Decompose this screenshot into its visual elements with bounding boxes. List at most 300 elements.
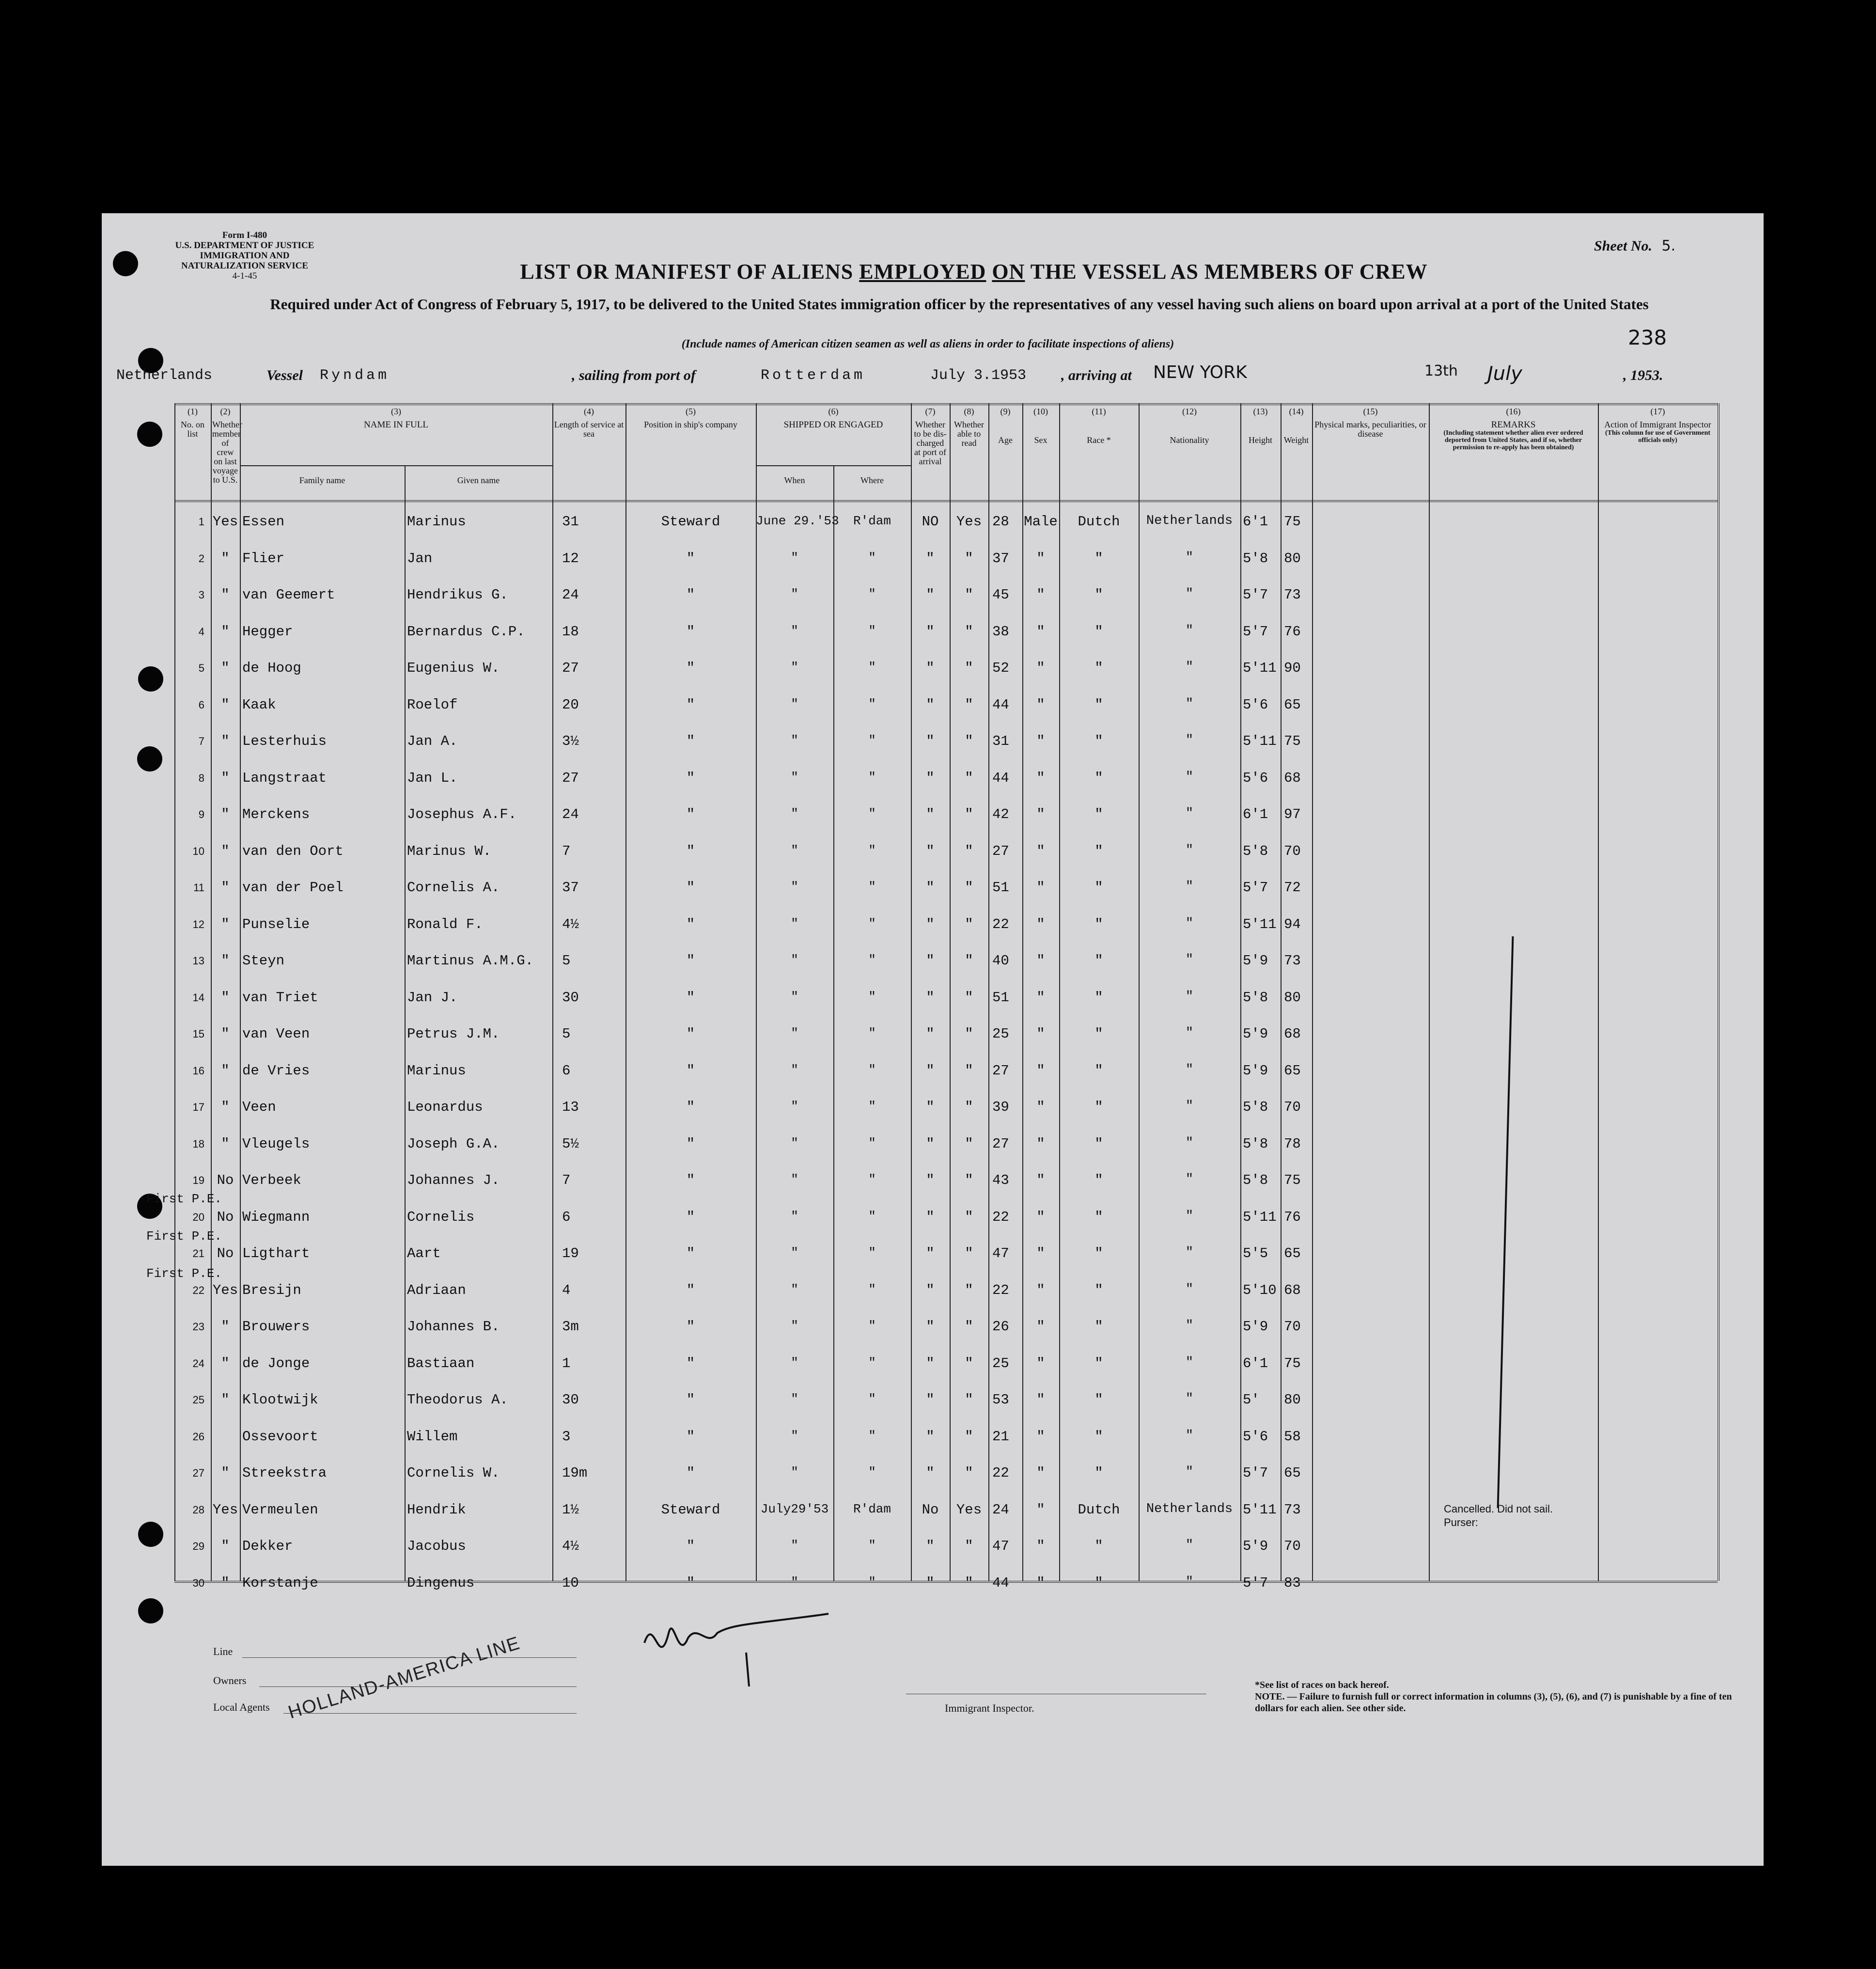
cell-nat: " <box>1185 550 1194 565</box>
cell-sex: " <box>1036 953 1045 969</box>
cell-when: " <box>791 696 798 711</box>
cell-family: de Hoog <box>242 660 301 676</box>
arrival-day: 13th <box>1424 362 1458 379</box>
cell-where: " <box>868 1135 876 1150</box>
cell-weight: 76 <box>1284 1209 1301 1225</box>
cell-where: " <box>868 623 876 638</box>
cell-nat: " <box>1185 623 1194 638</box>
cell-where: " <box>868 1392 876 1406</box>
cell-age: 44 <box>992 696 1009 713</box>
cell-given: Bastiaan <box>407 1355 475 1371</box>
cell-given: Johannes J. <box>407 1172 500 1188</box>
cell-service: 27 <box>562 770 579 786</box>
cell-where: " <box>868 1282 876 1297</box>
cell-read: " <box>965 1355 973 1371</box>
cell-height: 5'7 <box>1243 1465 1268 1481</box>
cell-where: " <box>868 1062 876 1077</box>
cell-weight: 73 <box>1284 953 1301 969</box>
cell-when: " <box>791 1172 798 1187</box>
cell-no: 11 <box>193 882 204 894</box>
manifest-sheet <box>102 213 1764 1866</box>
column-number: (1) <box>188 407 198 416</box>
cell-read: " <box>965 1282 973 1298</box>
cell-last: No <box>217 1172 234 1188</box>
cell-race: " <box>1094 1172 1103 1188</box>
cell-given: Aart <box>407 1245 441 1261</box>
column-header-c8 <box>951 407 987 448</box>
cell-given: Ronald F. <box>407 916 483 932</box>
cell-where: " <box>868 1245 876 1260</box>
cell-no: 7 <box>198 735 204 747</box>
cell-service: 6 <box>562 1062 571 1079</box>
cell-read: " <box>965 1135 973 1152</box>
cell-position: " <box>686 1392 695 1408</box>
cell-sex: " <box>1036 660 1045 676</box>
cell-service: 18 <box>562 623 579 640</box>
cell-disch: " <box>926 550 935 567</box>
inspector-signature <box>635 1604 838 1691</box>
table-row <box>174 1465 1718 1494</box>
punch-hole <box>138 666 163 692</box>
cell-where: " <box>868 1026 876 1040</box>
cell-height: 5'8 <box>1243 550 1268 567</box>
cell-where: " <box>868 770 876 785</box>
cell-position: " <box>686 550 695 567</box>
cell-race: " <box>1094 806 1103 822</box>
cell-when: " <box>791 1135 798 1150</box>
cell-weight: 90 <box>1284 660 1301 676</box>
arrival-port: NEW YORK <box>1153 362 1247 382</box>
cell-disch: " <box>926 770 935 786</box>
cell-position: " <box>686 916 695 932</box>
cell-when: " <box>791 989 798 1004</box>
cell-age: 47 <box>992 1538 1009 1554</box>
cell-no: 27 <box>192 1467 204 1479</box>
cell-sex: " <box>1036 1209 1045 1225</box>
table-row <box>174 880 1718 909</box>
cell-family: Kaak <box>242 696 276 713</box>
cell-service: 1 <box>562 1355 571 1371</box>
cell-given: Jacobus <box>407 1538 466 1554</box>
cell-when: " <box>791 1026 798 1040</box>
cell-nat: " <box>1185 989 1194 1004</box>
footer-block <box>102 1599 1764 1861</box>
column-subheader-c3a: Family name <box>299 475 345 485</box>
cell-service: 10 <box>562 1575 579 1591</box>
cell-height: 5'8 <box>1243 1099 1268 1115</box>
cell-family: Verbeek <box>242 1172 301 1188</box>
table-row <box>174 1282 1718 1311</box>
cell-disch: " <box>926 989 935 1006</box>
page-title: LIST OR MANIFEST OF ALIENS EMPLOYED ON THE VESSEL AS MEMBERS OF CREW <box>520 260 1428 284</box>
cell-race: " <box>1094 623 1103 640</box>
cell-when: " <box>791 843 798 858</box>
cell-last: " <box>221 550 230 567</box>
cell-nat: " <box>1185 1319 1194 1333</box>
cell-age: 22 <box>992 1209 1009 1225</box>
sailing-label: , sailing from port of <box>572 367 696 383</box>
footnote-races: *See list of races on back hereof. <box>1255 1680 1389 1690</box>
cell-given: Jan A. <box>407 733 458 749</box>
cell-sex: " <box>1036 1428 1045 1445</box>
cell-age: 51 <box>992 989 1009 1006</box>
cell-age: 39 <box>992 1099 1009 1115</box>
cell-where: " <box>868 1538 876 1553</box>
cell-nat: " <box>1185 1172 1194 1187</box>
cell-last: " <box>221 1135 230 1152</box>
cell-when: " <box>791 1062 798 1077</box>
cell-nat: Netherlands <box>1146 1501 1233 1516</box>
cell-height: 6'1 <box>1243 514 1268 530</box>
cell-when: " <box>791 880 798 894</box>
cell-nat: " <box>1185 1062 1194 1077</box>
cell-service: 30 <box>562 1392 579 1408</box>
cell-last: " <box>221 1392 230 1408</box>
cell-service: 3 <box>562 1428 571 1445</box>
table-row <box>174 1063 1718 1092</box>
cell-family: Steyn <box>242 953 285 969</box>
cell-race: Dutch <box>1078 514 1120 530</box>
cell-service: 27 <box>562 660 579 676</box>
cell-height: 5'7 <box>1243 880 1268 896</box>
cell-position: " <box>686 623 695 640</box>
cell-height: 5'8 <box>1243 989 1268 1006</box>
cell-no: 29 <box>192 1540 204 1552</box>
cell-where: " <box>868 989 876 1004</box>
cell-family: Wiegmann <box>242 1209 310 1225</box>
cell-nat: " <box>1185 1282 1194 1297</box>
cell-nat: " <box>1185 843 1194 858</box>
cell-where: " <box>868 1465 876 1480</box>
cell-position: " <box>686 587 695 603</box>
punch-hole <box>137 422 162 447</box>
cell-age: 22 <box>992 1465 1009 1481</box>
cell-race: " <box>1094 696 1103 713</box>
cell-given: Theodorus A. <box>407 1392 508 1408</box>
cell-sex: " <box>1036 1392 1045 1408</box>
cell-last: " <box>221 1355 230 1371</box>
cell-family: Streekstra <box>242 1465 327 1481</box>
cell-no: 20 <box>192 1211 204 1223</box>
cell-height: 5'6 <box>1243 1428 1268 1445</box>
cell-where: " <box>868 1172 876 1187</box>
first-trip-note: First P.E. <box>146 1192 222 1206</box>
column-header-c16 <box>1430 407 1596 451</box>
column-number: (4) <box>584 407 594 416</box>
cell-where: " <box>868 1099 876 1114</box>
cell-given: Josephus A.F. <box>407 806 517 822</box>
cell-sex: " <box>1036 1026 1045 1042</box>
cell-family: de Vries <box>242 1062 310 1079</box>
cell-position: " <box>686 1465 695 1481</box>
column-title: Height <box>1249 435 1272 445</box>
cell-where: " <box>868 1575 876 1590</box>
cell-read: " <box>965 733 973 749</box>
column-title: NAME IN FULL <box>364 420 428 430</box>
column-number: (16) <box>1506 407 1521 416</box>
cell-family: Ligthart <box>242 1245 310 1261</box>
cell-where: R'dam <box>853 514 891 528</box>
cell-read: " <box>965 660 973 676</box>
cell-no: 15 <box>192 1028 204 1040</box>
cell-height: 5'11 <box>1243 660 1277 676</box>
cell-nat: " <box>1185 1099 1194 1114</box>
vessel-line <box>116 362 1754 387</box>
column-title: REMARKS <box>1491 420 1536 430</box>
column-header-c11 <box>1061 407 1137 445</box>
cell-last: " <box>221 843 230 859</box>
cell-age: 22 <box>992 1282 1009 1298</box>
cell-service: 5 <box>562 953 571 969</box>
column-number: (15) <box>1363 407 1378 416</box>
cell-nat: " <box>1185 1245 1194 1260</box>
cell-race: " <box>1094 1209 1103 1225</box>
cell-family: van Geemert <box>242 587 335 603</box>
cell-weight: 65 <box>1284 696 1301 713</box>
cell-no: 6 <box>198 698 204 711</box>
cell-sex: " <box>1036 696 1045 713</box>
column-number: (12) <box>1182 407 1197 416</box>
table-row <box>174 770 1718 799</box>
cell-last: Yes <box>212 1501 238 1518</box>
cell-weight: 75 <box>1284 1172 1301 1188</box>
cell-height: 5'9 <box>1243 1062 1268 1079</box>
cell-race: " <box>1094 1575 1103 1591</box>
cell-weight: 73 <box>1284 587 1301 603</box>
cell-weight: 65 <box>1284 1245 1301 1261</box>
cell-when: " <box>791 550 798 565</box>
cell-age: 27 <box>992 843 1009 859</box>
cell-race: " <box>1094 953 1103 969</box>
form-service: IMMIGRATION AND NATURALIZATION SERVICE <box>181 251 309 271</box>
cell-nat: " <box>1185 1538 1194 1553</box>
cell-age: 53 <box>992 1392 1009 1408</box>
cell-sex: " <box>1036 1282 1045 1298</box>
column-title: Position in ship's company <box>644 420 737 429</box>
cell-when: " <box>791 733 798 748</box>
crew-table <box>146 403 1718 1591</box>
cell-position: " <box>686 1099 695 1115</box>
cell-height: 5'7 <box>1243 623 1268 640</box>
cell-read: " <box>965 843 973 859</box>
cell-age: 52 <box>992 660 1009 676</box>
footnote <box>1255 1679 1739 1714</box>
cancelled-text: Cancelled. Did not sail. <box>1444 1503 1553 1515</box>
cell-when: " <box>791 1282 798 1297</box>
cell-service: 24 <box>562 587 579 603</box>
vessel-name: Ryndam <box>320 367 390 384</box>
punch-hole <box>137 746 162 772</box>
column-number: (9) <box>1000 407 1011 416</box>
cell-when: " <box>791 1392 798 1406</box>
cell-weight: 83 <box>1284 1575 1301 1591</box>
cell-disch: " <box>926 1428 935 1445</box>
table-row <box>174 697 1718 726</box>
cell-position: " <box>686 1575 695 1591</box>
cell-where: " <box>868 1355 876 1370</box>
cell-position: " <box>686 1209 695 1225</box>
cell-given: Bernardus C.P. <box>407 623 525 640</box>
column-number: (3) <box>391 407 401 416</box>
cell-weight: 68 <box>1284 770 1301 786</box>
cell-disch: " <box>926 733 935 749</box>
cell-height: 5'11 <box>1243 916 1277 932</box>
column-header-c2 <box>212 407 242 485</box>
cell-last: " <box>221 770 230 786</box>
column-subheader-c6b: Where <box>860 475 884 485</box>
column-subheader-c3b: Given name <box>457 475 500 485</box>
cell-given: Hendrikus G. <box>407 587 508 603</box>
cell-when: " <box>791 1428 798 1443</box>
cell-weight: 75 <box>1284 733 1301 749</box>
column-title: Nationality <box>1170 435 1209 445</box>
cell-nat: " <box>1185 916 1194 931</box>
cell-when: " <box>791 587 798 601</box>
cell-service: 1½ <box>562 1501 579 1518</box>
holland-america-stamp: HOLLAND-AMERICA LINE <box>286 1633 523 1723</box>
punch-hole <box>138 1522 163 1547</box>
cell-family: Merckens <box>242 806 310 822</box>
cell-family: Punselie <box>242 916 310 932</box>
cell-where: R'dam <box>853 1501 891 1516</box>
cell-age: 21 <box>992 1428 1009 1445</box>
cell-sex: " <box>1036 733 1045 749</box>
cell-race: " <box>1094 660 1103 676</box>
cell-nat: " <box>1185 1209 1194 1224</box>
cell-family: Ossevoort <box>242 1428 318 1445</box>
cell-last: Yes <box>212 1282 238 1298</box>
cell-age: 31 <box>992 733 1009 749</box>
cell-given: Cornelis <box>407 1209 475 1225</box>
table-row <box>174 916 1718 945</box>
cell-family: Vermeulen <box>242 1501 318 1518</box>
cell-sex: " <box>1036 1135 1045 1152</box>
cell-sex: " <box>1036 1538 1045 1554</box>
arrival-year: , 1953. <box>1623 367 1663 383</box>
cell-sex: Male <box>1024 514 1058 530</box>
cell-weight: 68 <box>1284 1282 1301 1298</box>
cell-service: 4½ <box>562 1538 579 1554</box>
cell-no: 4 <box>198 625 204 638</box>
cell-nat: " <box>1185 696 1194 711</box>
cell-height: 5'9 <box>1243 1026 1268 1042</box>
cell-height: 6'1 <box>1243 806 1268 822</box>
sailing-date: July 3.1953 <box>930 367 1027 384</box>
cell-family: van den Oort <box>242 843 344 859</box>
cell-no: 16 <box>192 1064 204 1077</box>
cell-when: " <box>791 770 798 785</box>
cell-age: 28 <box>992 514 1009 530</box>
cell-sex: " <box>1036 1575 1045 1591</box>
cell-race: " <box>1094 1319 1103 1335</box>
cell-position: " <box>686 880 695 896</box>
form-agency: U.S. DEPARTMENT OF JUSTICE <box>175 240 314 251</box>
cell-family: Flier <box>242 550 285 567</box>
cell-given: Dingenus <box>407 1575 475 1591</box>
cell-age: 42 <box>992 806 1009 822</box>
cell-given: Jan J. <box>407 989 458 1006</box>
cell-last: " <box>221 1026 230 1042</box>
cell-given: Joseph G.A. <box>407 1135 500 1152</box>
column-title: Length of service at sea <box>554 420 624 439</box>
cell-position: " <box>686 770 695 786</box>
cell-service: 7 <box>562 843 571 859</box>
cell-when: " <box>791 1245 798 1260</box>
cell-last: " <box>221 880 230 896</box>
cell-nat: " <box>1185 733 1194 748</box>
cell-family: Brouwers <box>242 1319 310 1335</box>
table-row <box>174 1172 1718 1201</box>
cell-disch: No <box>922 1501 939 1518</box>
column-number: (11) <box>1092 407 1106 416</box>
column-title: Weight <box>1283 435 1309 445</box>
cell-sex: " <box>1036 1099 1045 1115</box>
cell-age: 44 <box>992 1575 1009 1591</box>
cell-race: " <box>1094 880 1103 896</box>
cell-read: " <box>965 1245 973 1261</box>
cell-family: Korstanje <box>242 1575 318 1591</box>
cell-no: 26 <box>192 1430 204 1443</box>
cell-nat: " <box>1185 1135 1194 1150</box>
column-subtitle: (This column for use of Government officials only) <box>1605 429 1711 444</box>
cell-read: " <box>965 1209 973 1225</box>
cell-height: 5'5 <box>1243 1245 1268 1261</box>
cell-disch: " <box>926 1319 935 1335</box>
cell-sex: " <box>1036 806 1045 822</box>
cell-disch: " <box>926 1209 935 1225</box>
cell-read: " <box>965 696 973 713</box>
column-header-c15 <box>1313 407 1427 439</box>
cell-service: 4½ <box>562 916 579 932</box>
cell-read: " <box>965 623 973 640</box>
table-row <box>174 733 1718 762</box>
cell-last: " <box>221 660 230 676</box>
cell-when: " <box>791 1355 798 1370</box>
cell-weight: 70 <box>1284 843 1301 859</box>
cell-disch: " <box>926 1538 935 1554</box>
cell-disch: " <box>926 1465 935 1481</box>
purser-label: Purser: <box>1444 1516 1478 1528</box>
cell-position: " <box>686 1245 695 1261</box>
cell-family: Vleugels <box>242 1135 310 1152</box>
cell-last: " <box>221 623 230 640</box>
cell-race: " <box>1094 1392 1103 1408</box>
table-row <box>174 990 1718 1019</box>
cell-when: " <box>791 1538 798 1553</box>
cell-no: 24 <box>192 1357 204 1370</box>
cell-family: Langstraat <box>242 770 327 786</box>
cell-no: 1 <box>198 516 204 528</box>
cell-read: " <box>965 770 973 786</box>
cell-family: van Triet <box>242 989 318 1006</box>
cell-given: Eugenius W. <box>407 660 500 676</box>
cell-nat: " <box>1185 1465 1194 1480</box>
cell-height: 5'8 <box>1243 1135 1268 1152</box>
table-row <box>174 1026 1718 1055</box>
cell-position: " <box>686 1026 695 1042</box>
column-header-c12 <box>1140 407 1239 445</box>
cell-age: 43 <box>992 1172 1009 1188</box>
cell-position: " <box>686 1282 695 1298</box>
cell-given: Willem <box>407 1428 458 1445</box>
cell-position: Steward <box>661 514 720 530</box>
cell-service: 6 <box>562 1209 571 1225</box>
cell-service: 30 <box>562 989 579 1006</box>
cell-position: " <box>686 843 695 859</box>
cell-position: " <box>686 1355 695 1371</box>
cell-position: Steward <box>661 1501 720 1518</box>
cell-read: Yes <box>956 514 982 530</box>
